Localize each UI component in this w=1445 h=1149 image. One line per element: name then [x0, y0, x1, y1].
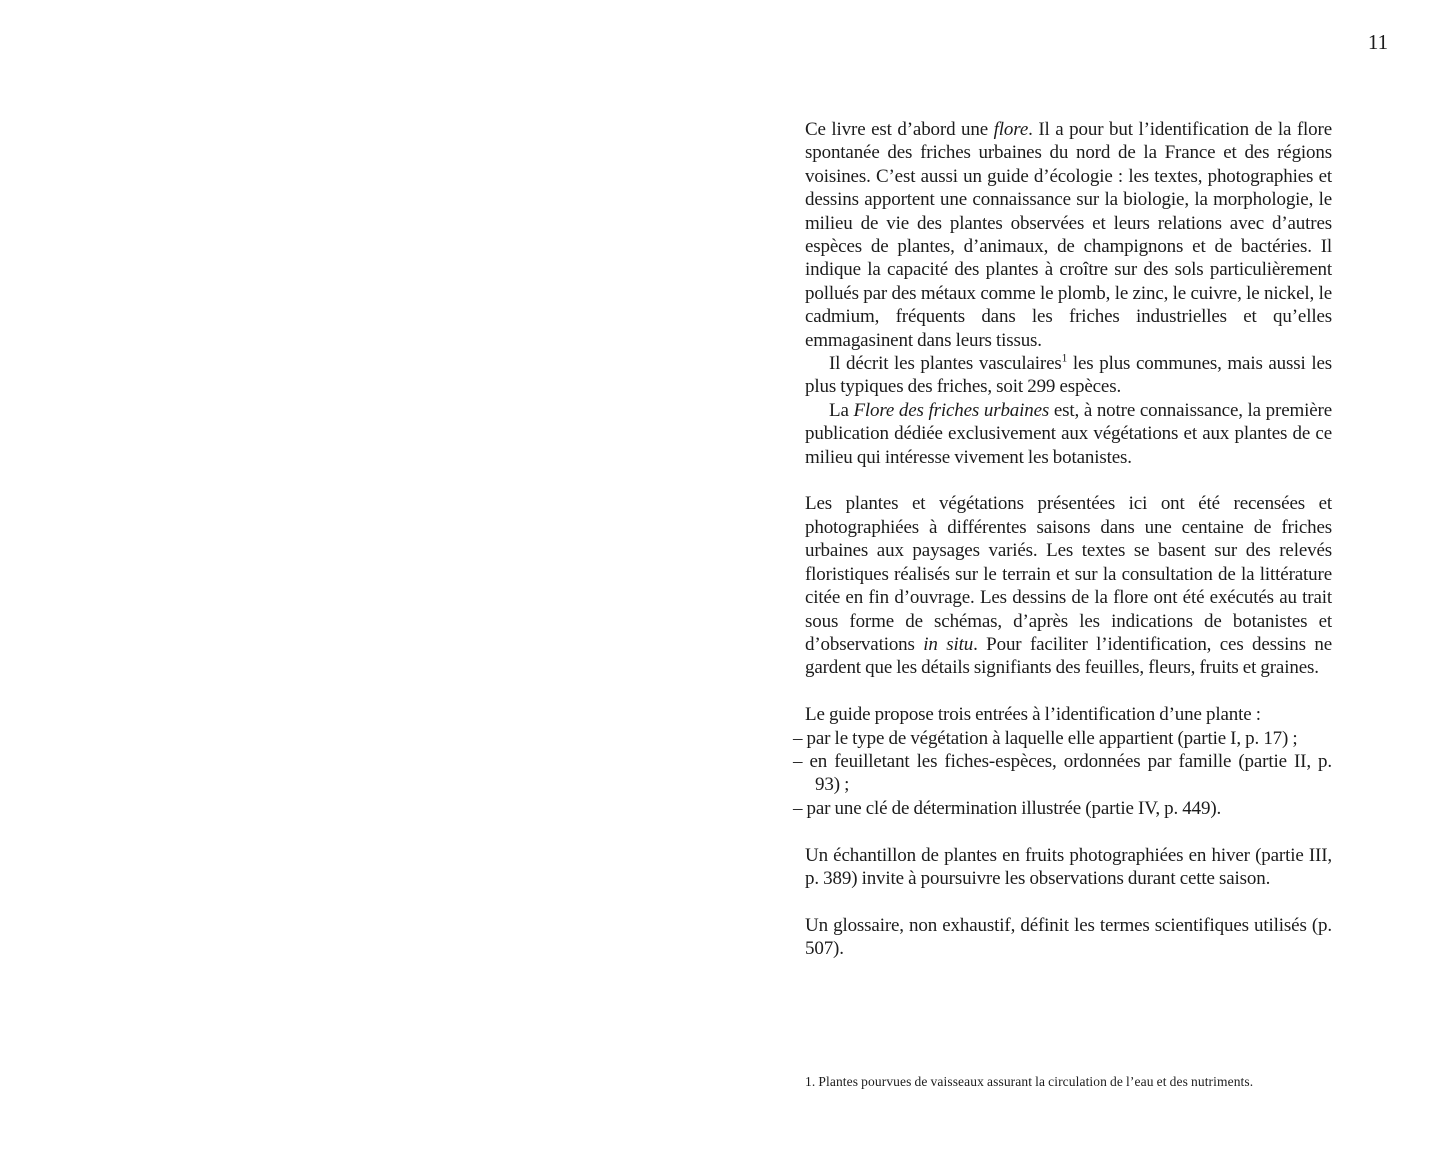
paragraph-vascular-plants — [805, 352, 1332, 399]
text-run: Le guide propose trois entrées à l’identification d’une plante : — [805, 704, 1261, 726]
footnote — [805, 1073, 1332, 1090]
italic-term-flore: flore — [993, 119, 1029, 140]
text-run: La — [829, 399, 854, 421]
paragraph-winter-sample — [805, 844, 1332, 891]
italic-term-in-situ: in situ — [923, 633, 974, 655]
text-run: Un échantillon de plantes en fruits photographiées en hiver (partie III, p. 389) invite à poursuivre les observations durant cette saison. — [805, 844, 1332, 889]
footnote-ref-1: 1 — [1061, 352, 1068, 365]
list-item-vegetation-type — [793, 727, 1332, 750]
text-run: Ce livre est d’abord une — [805, 119, 994, 140]
page-number: 11 — [1367, 30, 1389, 54]
text-run: est, à notre connaissance, la première publication dédiée exclusivement aux végétations et aux plantes de ce milieu qui intéresse vivement les botanistes. — [805, 399, 1332, 468]
text-run: Les plantes et végétations présentées ici ont été recensées et photographiées à différentes saisons dans une centaine de friches urbaines aux paysages variés. Les textes se basent sur des relevés floristiques réalisés sur le terrain et sur la consultation de la littérature citée en fin d’ouvrage. Les dessins de la flore ont été exécutés au trait sous forme de schémas, d’après les indications de botanistes et d’observations — [805, 493, 1332, 655]
text-run: les plus communes, mais aussi les plus typiques des friches, soit 299 espèces. — [805, 353, 1332, 398]
text-run: – par une clé de détermination illustrée (partie IV, p. 449). — [793, 797, 1222, 819]
footnote-text: 1. Plantes pourvues de vaisseaux assurant la circulation de l’eau et des nutriments. — [805, 1074, 1254, 1089]
paragraph-glossary — [805, 914, 1332, 961]
list-item-species-sheets — [793, 750, 1332, 797]
paragraph-method — [805, 492, 1332, 679]
text-run: . Pour faciliter l’identification, ces dessins ne gardent que les détails signifiants des feuilles, fleurs, fruits et graines. — [805, 633, 1333, 679]
text-run: – par le type de végétation à laquelle elle appartient (partie I, p. 17) ; — [793, 727, 1298, 749]
book-title-italic: Flore des friches urbaines — [853, 399, 1050, 421]
paragraph-intro — [805, 118, 1332, 352]
text-run: – en feuilletant les fiches-espèces, ordonnées par famille (partie II, p. 93) ; — [793, 750, 1332, 796]
text-run: Un glossaire, non exhaustif, définit les termes scientifiques utilisés (p. 507). — [805, 914, 1332, 960]
list-item-determination-key — [793, 797, 1332, 820]
identification-entry-list — [793, 727, 1332, 821]
paragraph-publication — [805, 399, 1332, 469]
text-run: Il décrit les plantes vasculaires — [829, 353, 1062, 375]
paragraph-guide-entries-intro — [805, 703, 1332, 726]
text-column — [793, 118, 1333, 1090]
text-run: . Il a pour but l’identification de la flore spontanée des friches urbaines du nord de la France et des régions voisines. C’est aussi un guide d’écologie : les textes, photographies et dessins apportent une connaissance sur la biologie, la morphologie, le milieu de vie des plantes observées et leurs relations avec d’autres espèces de plantes, d’animaux, de champignons et de bactéries. Il indique la capacité des plantes à croître sur des sols particulièrement pollués par des métaux comme le plomb, le zinc, le cuivre, le nickel, le cadmium, fréquents dans les friches industrielles et qu’elles emmagasinent dans leurs tissus. — [805, 119, 1332, 351]
